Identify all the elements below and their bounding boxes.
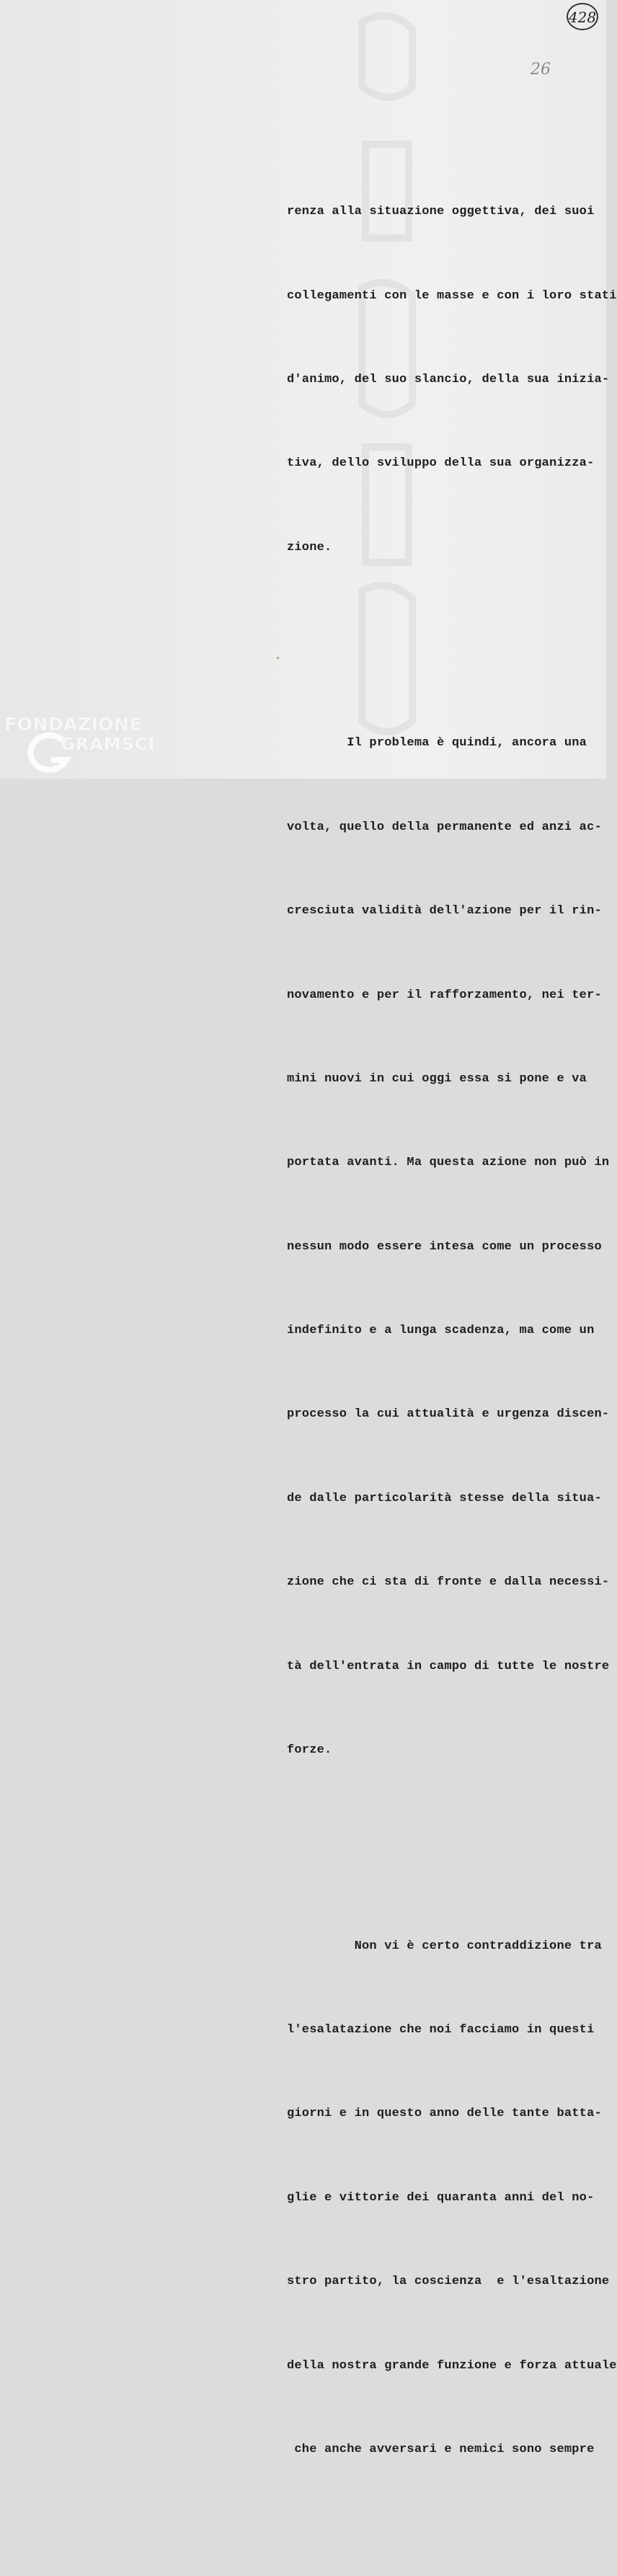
text-line: cresciuta validità dell'azione per il rin- (287, 904, 602, 919)
text-line: nessun modo essere intesa come un processo (287, 1239, 602, 1254)
paragraph-1 (287, 143, 617, 619)
logo-text-fondazione: FONDAZIONE (4, 714, 143, 735)
text-line: Non vi è certo contraddizione tra (287, 1939, 602, 1953)
text-line: de dalle particolarità stesse della situa- (287, 1491, 602, 1505)
text-line: portata avanti. Ma questa azione non può in (287, 1156, 610, 1170)
text-line: che anche avversari e nemici sono sempre (287, 2442, 595, 2456)
paragraph-2 (287, 674, 610, 1821)
text-line: glie e vittorie dei quaranta anni del no- (287, 2190, 595, 2205)
text-line: d'animo, del suo slancio, della sua inizia- (287, 372, 610, 386)
paragraph-3 (287, 1877, 617, 2520)
sheet-number: 26 (531, 61, 551, 79)
text-line: tiva, dello sviluppo della sua organizza- (287, 456, 595, 471)
paper-speck (277, 657, 279, 659)
text-line: volta, quello della permanente ed anzi ac- (287, 820, 602, 834)
logo-text-gramsci: GRAMSCI (61, 734, 156, 754)
text-line: tà dell'entrata in campo di tutte le nostre (287, 1659, 610, 1673)
text-line: collegamenti con le masse e con i loro stati (287, 288, 617, 303)
text-line: novamento e per il rafforzamento, nei ter- (287, 988, 602, 1002)
text-line: della nostra grande funzione e forza attuale (287, 2358, 617, 2373)
text-line: mini nuovi in cui oggi essa si pone e va (287, 1071, 587, 1086)
fondazione-gramsci-logo (4, 711, 156, 776)
text-line: stro partito, la coscienza e l'esaltazione (287, 2275, 610, 2289)
text-line: zione che ci sta di fronte e dalla necessi- (287, 1575, 610, 1590)
text-line: l'esalatazione che noi facciamo in questi (287, 2022, 595, 2037)
archive-page-number: 428 (568, 9, 597, 26)
text-line: indefinito e a lunga scadenza, ma come un (287, 1324, 595, 1338)
text-line: zione. (287, 540, 332, 554)
text-line: Il problema è quindi, ancora una (287, 736, 587, 751)
archive-page-number-stamp (567, 3, 598, 30)
text-line: forze. (287, 1743, 332, 1758)
text-line: renza alla situazione oggettiva, dei suoi (287, 205, 595, 219)
typewritten-text (287, 87, 617, 2576)
text-line: giorni e in questo anno delle tante batta- (287, 2107, 602, 2121)
text-line: processo la cui attualità e urgenza discen- (287, 1407, 610, 1422)
